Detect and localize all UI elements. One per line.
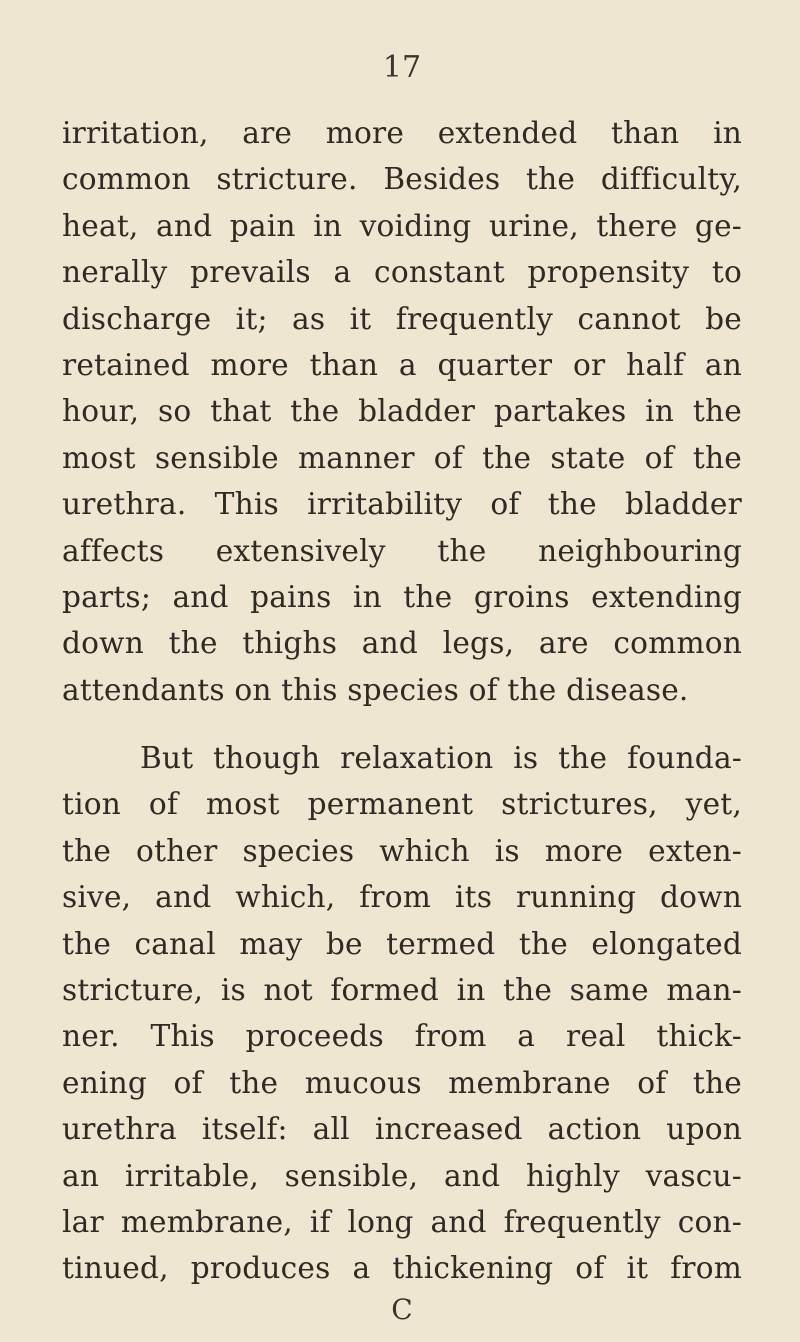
signature-mark: C — [391, 1292, 413, 1326]
text-line: discharge it; as it frequently cannot be — [62, 301, 742, 336]
text-line: But though relaxation is the founda- — [140, 741, 742, 776]
text-line: an irritable, sensible, and highly vascu- — [62, 1158, 742, 1193]
text-line: common stricture. Besides the difficulty, — [62, 162, 742, 197]
text-line: urethra. This irritability of the bladder — [62, 487, 742, 522]
text-line: nerally prevails a constant propensity to — [62, 255, 742, 290]
text-line: attendants on this species of the disease. — [62, 672, 689, 707]
text-line: retained more than a quarter or half an — [62, 347, 742, 382]
text-line: down the thighs and legs, are common — [62, 626, 742, 661]
text-line: parts; and pains in the groins extending — [62, 579, 742, 614]
text-line: heat, and pain in voiding urine, there ge- — [62, 208, 742, 243]
text-line: ner. This proceeds from a real thick- — [62, 1019, 742, 1054]
text-line: tion of most permanent strictures, yet, — [62, 787, 742, 822]
text-line: affects extensively the neighbouring — [62, 533, 742, 568]
page-number: 17 — [382, 50, 422, 85]
text-line: ening of the mucous membrane of the — [62, 1065, 742, 1100]
text-line: the other species which is more exten- — [62, 833, 742, 868]
paragraph-2 — [62, 735, 742, 1292]
text-line: the canal may be termed the elongated — [62, 926, 742, 961]
paragraph-gap — [62, 713, 742, 735]
text-line: tinued, produces a thickening of it from — [62, 1251, 742, 1286]
text-line: stricture, is not formed in the same man- — [62, 973, 742, 1008]
paragraph-1 — [62, 110, 742, 713]
text-line: irritation, are more extended than in — [62, 116, 742, 150]
text-line: hour, so that the bladder partakes in the — [62, 394, 742, 429]
text-line: urethra itself: all increased action upon — [62, 1112, 742, 1147]
text-line: lar membrane, if long and frequently con- — [62, 1204, 742, 1239]
text-line: most sensible manner of the state of the — [62, 440, 742, 475]
text-line: sive, and which, from its running down — [62, 880, 742, 915]
